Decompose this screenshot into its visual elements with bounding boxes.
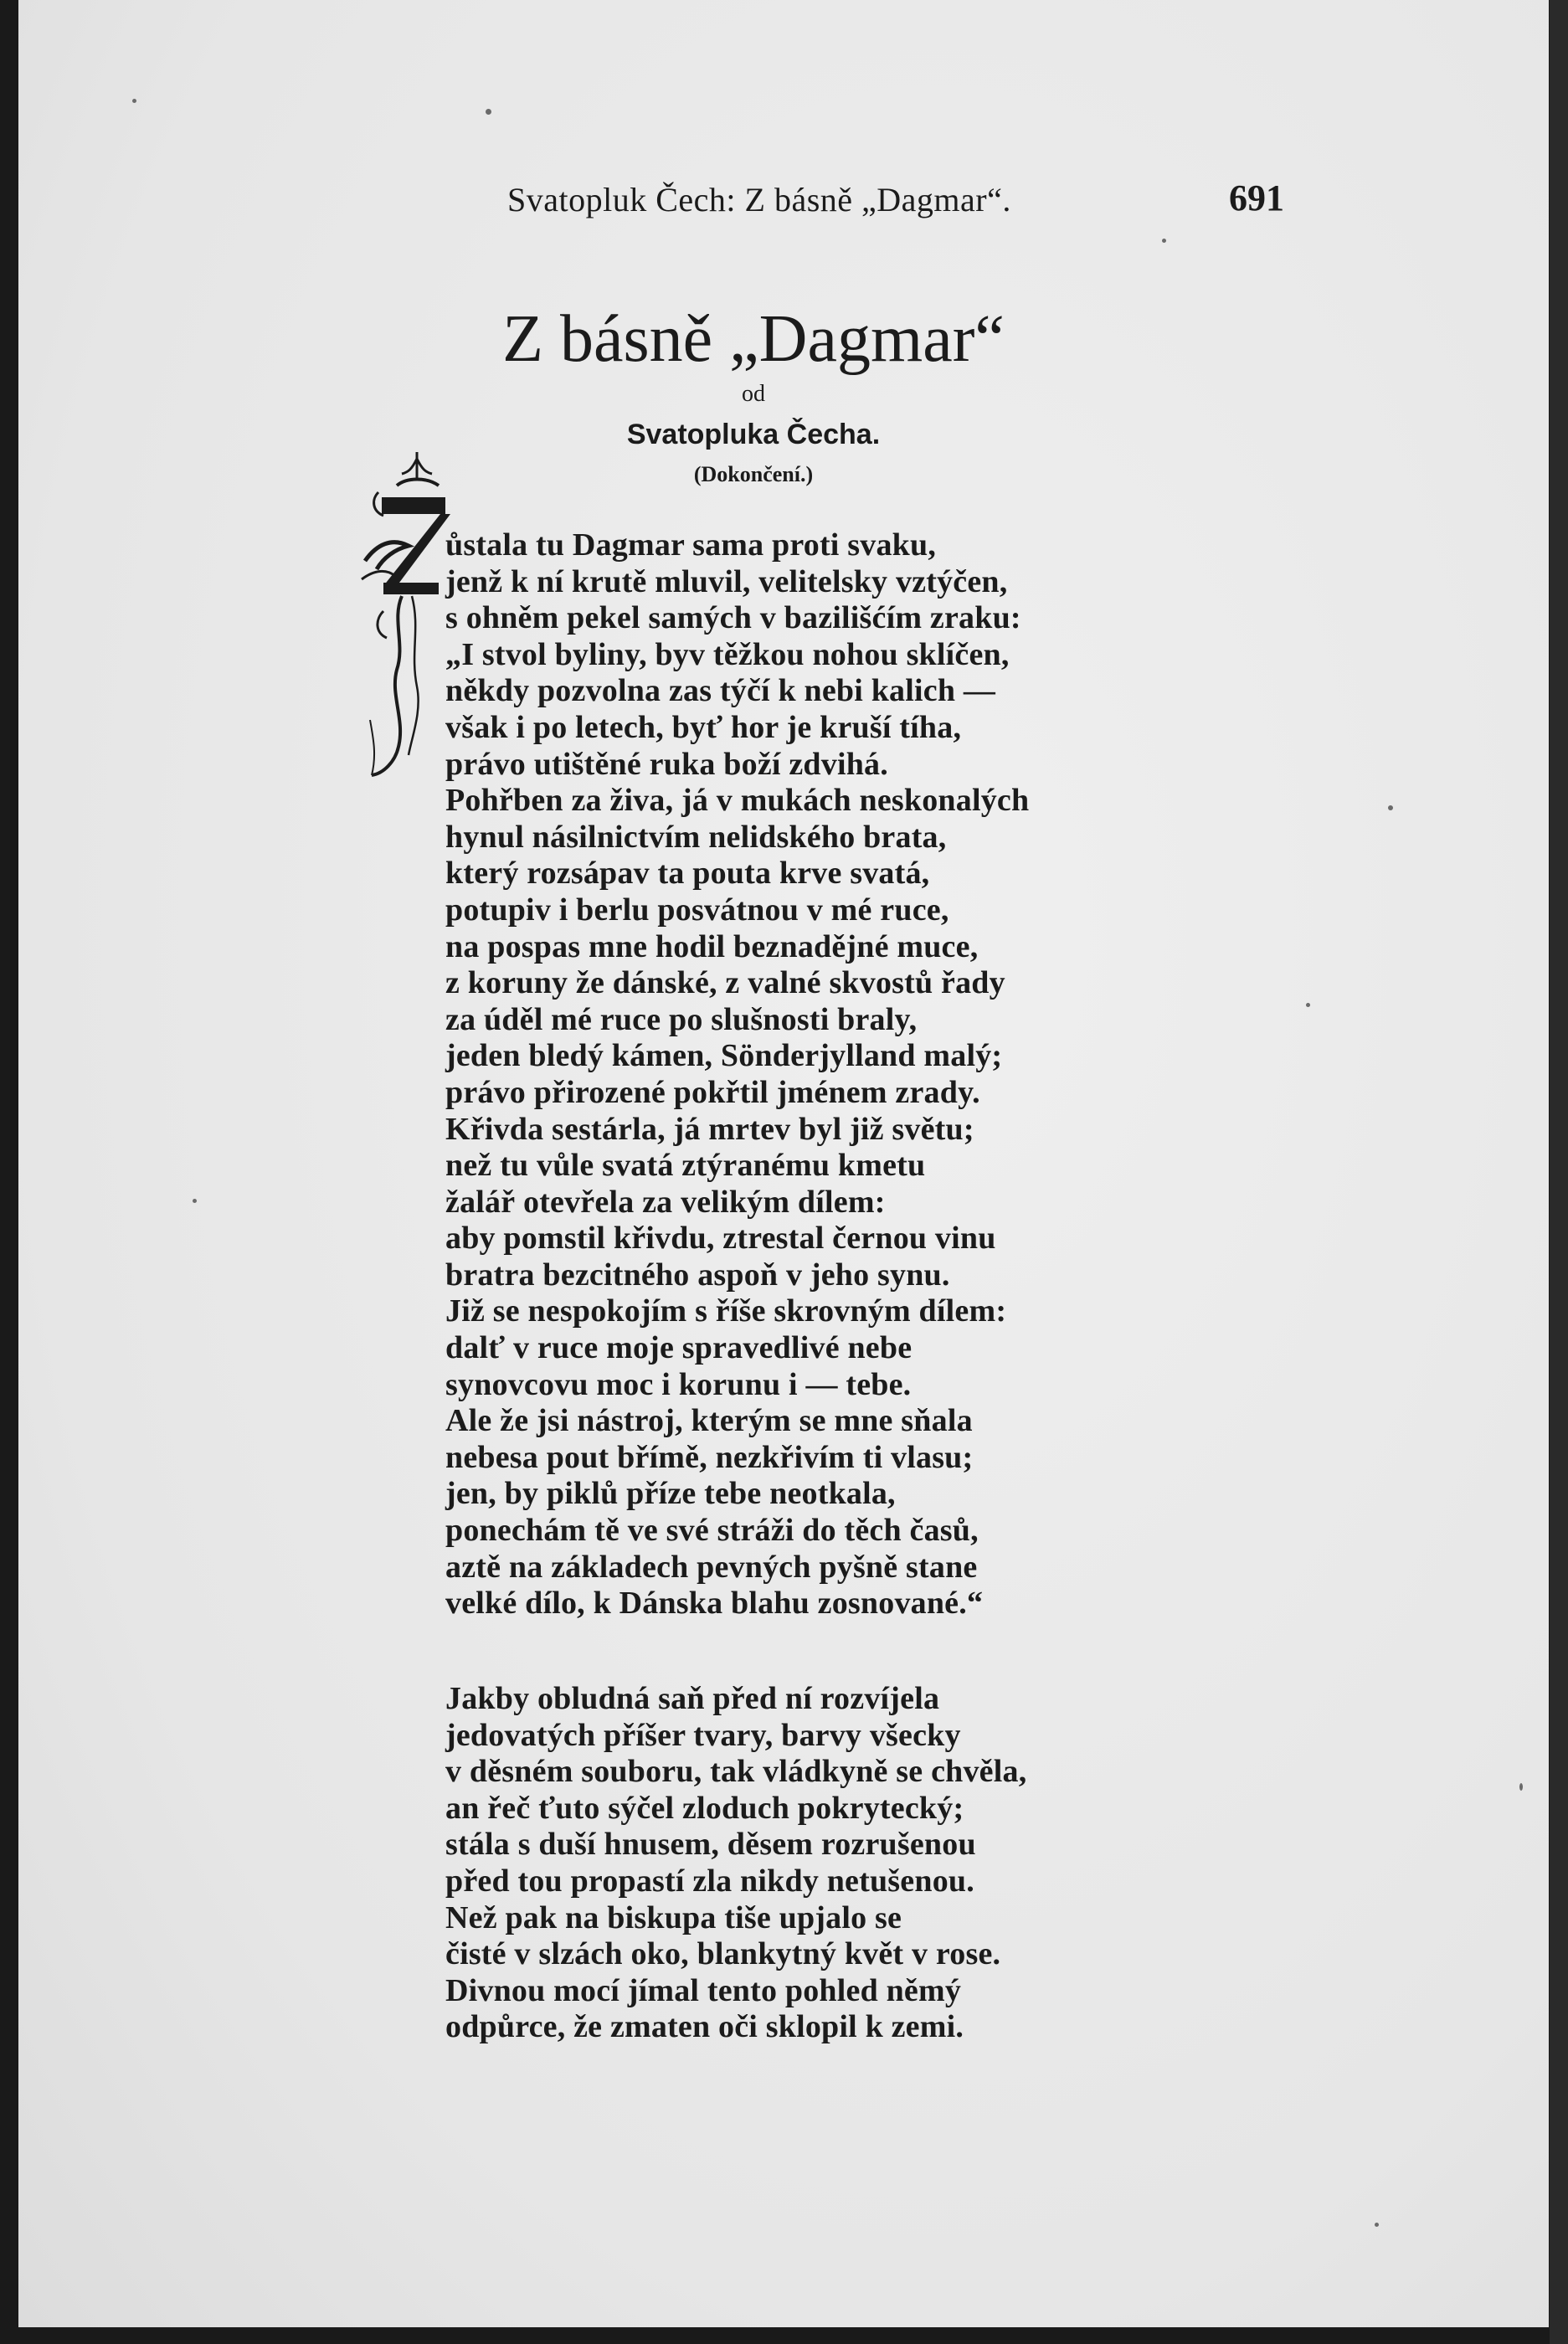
verse-line: stála s duší hnusem, děsem rozrušenou: [445, 1827, 976, 1863]
stanza-2: [445, 1681, 1115, 2046]
verse-line: který rozsápav ta pouta krve svatá,: [445, 856, 930, 892]
verse-line: za úděl mé ruce po slušnosti braly,: [445, 1001, 918, 1037]
verse-line: Divnou mocí jímal tento pohled němý: [445, 1972, 962, 2008]
running-head: Svatopluk Čech: Z básně „Dagmar“.: [507, 181, 1011, 218]
verse-line: dalť v ruce moje spravedlivé nebe: [445, 1330, 913, 1366]
poem-title: Z básně „Dagmar“: [502, 302, 1005, 376]
verse-line: žalář otevřela za velikým dílem:: [445, 1184, 886, 1220]
verse-line: Již se nespokojím s říše skrovným dílem:: [445, 1293, 1007, 1329]
verse-line: hynul násilnictvím nelidského brata,: [445, 819, 947, 855]
verse-line: velké dílo, k Dánska blahu zosnované.“: [445, 1586, 984, 1622]
verse-line: na pospas mne hodil beznadějné muce,: [445, 928, 979, 964]
paper-speck: [486, 109, 491, 115]
verse-line: Ale že jsi nástroj, kterým se mne sňala: [445, 1403, 973, 1439]
verse-line: s ohněm pekel samých v bazilišćím zraku:: [445, 600, 1021, 636]
verse-line: ůstala tu Dagmar sama proti svaku,: [445, 527, 937, 563]
verse-line: Křivda sestárla, já mrtev byl již světu;: [445, 1111, 974, 1147]
verse-line: aztě na základech pevných pyšně stane: [445, 1549, 978, 1585]
paper-speck: [193, 1199, 197, 1203]
ornamental-initial-z: [358, 444, 450, 787]
verse-line: v děsném souboru, tak vládkyně se chvěla,: [445, 1754, 1027, 1790]
verse-line: čisté v slzách oko, blankytný květ v rose.: [445, 1936, 1001, 1972]
verse-line: než tu vůle svatá ztýranému kmetu: [445, 1148, 926, 1184]
page-edge: [1550, 0, 1568, 2344]
verse-line: ponechám tě ve své stráži do těch časů,: [445, 1513, 979, 1549]
verse-line: nebesa pout břímě, nezkřivím ti vlasu;: [445, 1439, 974, 1475]
verse-line: an řeč ťuto sýčel zloduch pokrytecký;: [445, 1790, 964, 1826]
verse-line: Pohřben za živa, já v mukách neskonalých: [445, 783, 1030, 819]
verse-line: jedovatých příšer tvary, barvy všecky: [445, 1717, 961, 1753]
verse-line: někdy pozvolna zas týčí k nebi kalich —: [445, 673, 996, 709]
verse-line: aby pomstil křivdu, ztrestal černou vinu: [445, 1221, 996, 1257]
paper-speck: [1375, 2223, 1379, 2227]
verse-line: bratra bezcitného aspoň v jeho synu.: [445, 1257, 950, 1293]
verse-line: odpůrce, že zmaten oči sklopil k zemi.: [445, 2009, 964, 2045]
paper-speck: [1306, 1003, 1310, 1007]
verse-line: před tou propastí zla nikdy netušenou.: [445, 1863, 974, 1899]
paper-speck: [1519, 1783, 1523, 1791]
paper-speck: [1388, 805, 1393, 810]
verse-line: „I stvol byliny, byv těžkou nohou sklíčen,: [445, 636, 1010, 672]
verse-line: Jakby obludná saň před ní rozvíjela: [445, 1681, 940, 1716]
verse-line: právo utištěné ruka boží zdvihá.: [445, 746, 888, 782]
verse-line: jeden bledý kámen, Sönderjylland malý;: [445, 1038, 1003, 1074]
verse-line: jen, by piklů příze tebe neotkala,: [445, 1476, 896, 1512]
paper-speck: [1162, 239, 1166, 243]
verse-line: jenž k ní krutě mluvil, velitelsky vztýčen,: [445, 563, 1008, 599]
stanza-1: [445, 527, 1115, 1622]
verse-line: však i po letech, byť hor je kruší tíha,: [445, 709, 962, 745]
verse-line: právo přirozené pokřtil jménem zrady.: [445, 1074, 980, 1110]
verse-line: Než pak na biskupa tiše upjalo se: [445, 1899, 902, 1935]
verse-line: potupiv i berlu posvátnou v mé ruce,: [445, 892, 949, 928]
page-number: 691: [1229, 177, 1284, 218]
paper-speck: [132, 99, 136, 103]
page-header: [0, 177, 1568, 230]
byline-author: Svatopluka Čecha.: [626, 419, 881, 450]
byline-od: od: [742, 381, 765, 407]
verse-line: synovcovu moc i korunu i — tebe.: [445, 1366, 912, 1402]
byline-note: (Dokončení.): [693, 462, 814, 486]
verse-line: z koruny že dánské, z valné skvostů řady: [445, 965, 1005, 1001]
